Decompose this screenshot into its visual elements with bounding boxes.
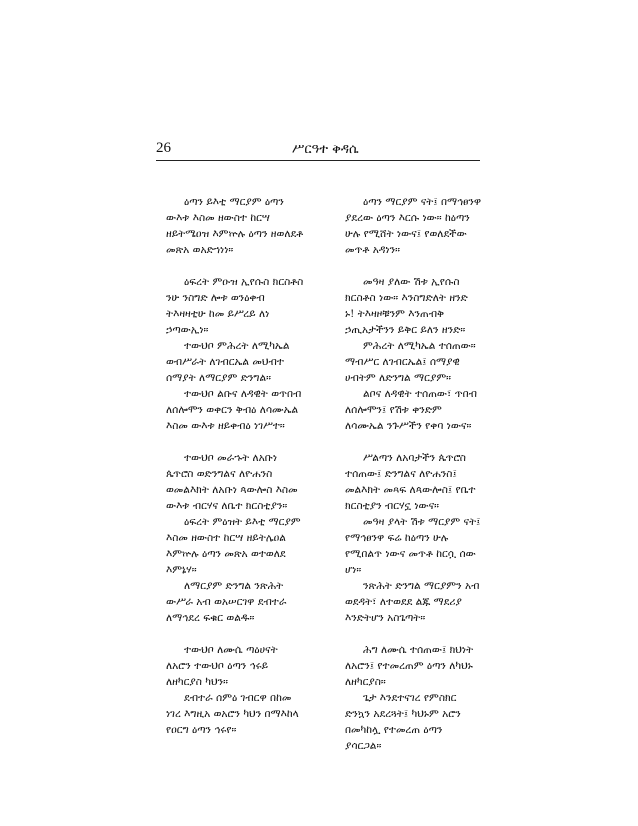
text-line: ውእቱ እስመ ዘውስተ ከርሣ bbox=[166, 212, 270, 224]
text-line: መጥቶ አዳነን። bbox=[345, 244, 400, 256]
text-line: ንጽሕት ድንግል ማርያምን አብ bbox=[363, 580, 480, 592]
left-column bbox=[166, 194, 328, 754]
text-line: መጽአ ወአድኀነነ። bbox=[166, 244, 234, 256]
text-line: ሕግ ለሙሴ ተሰጠው፤ ክህነት bbox=[363, 644, 474, 656]
text-line: ለማኅደረ ፍቁር ወልዱ። bbox=[166, 612, 255, 624]
text-line: ዕፍረት ምዑዝ ኢየሱስ ክርስቶስ bbox=[184, 276, 304, 288]
text-line: ተውህቦ ለሙሴ ጣዕሀናት bbox=[184, 644, 278, 656]
right-column bbox=[345, 194, 507, 770]
text-line: ሰማያት ለማርያም ድንግል። bbox=[166, 372, 272, 384]
text-line: መዓዛ ያላት ሽቱ ማርያም ናት፤ bbox=[363, 516, 481, 528]
text-line: መልእክት መጻፍ ለጳውሎስ፤ የቤተ bbox=[345, 484, 476, 496]
text-line: ተውህቦ ምሕረት ለሚካኤል bbox=[184, 340, 290, 352]
text-line: ለሳሙኤል ንጉሥችን የቀባ ነውና። bbox=[345, 420, 472, 432]
text-line: እንድትሆን አስጌጣት። bbox=[345, 612, 426, 624]
text-line: ዕፍረት ምዕዝት ይእቲ ማርያም bbox=[184, 516, 301, 528]
text-line: ለአሮን ተውህቦ ዕጣን ኅሩይ bbox=[166, 660, 269, 672]
paragraph bbox=[345, 450, 507, 626]
text-line: ውሥራ አብ ወአሠርገዋ ደብተራ bbox=[166, 596, 287, 608]
text-line: ዕጣን ይእቲ ማርያም ዕጣን bbox=[184, 196, 284, 208]
paragraph bbox=[166, 450, 328, 626]
page-number: 26 bbox=[156, 140, 171, 156]
text-line: ወመልእክት ለአቡነ ጳውሎስ እስመ bbox=[166, 484, 298, 496]
text-line: በመካከሏ የተመረጠ ዕጣን bbox=[345, 724, 443, 736]
paragraph bbox=[345, 194, 507, 258]
text-line: ሥልጣን ለአባታችን ጴጥሮስ bbox=[363, 452, 466, 464]
text-line: ምሕረት ለሚካኤል ተሰጠው። bbox=[363, 340, 476, 352]
text-line: የማኅፀንዋ ፍሬ ከዕጣን ሁሉ bbox=[345, 532, 449, 544]
text-line: ኑ! ትእዛዞቹንም እንጠብቅ bbox=[345, 308, 445, 320]
text-line: ተውህቦ ልቡና ለዳዊት ወጥበብ bbox=[184, 388, 302, 400]
running-title: ሥርዓተ ቅዳሴ bbox=[292, 142, 359, 157]
text-line: ጴጥሮስ ወድንግልና ለዮሐንስ bbox=[166, 468, 273, 480]
text-line: እምኔሃ። bbox=[166, 564, 197, 576]
paragraph bbox=[166, 642, 328, 738]
text-line: ወብሥራት ለገብርኤል መህብተ bbox=[166, 356, 284, 368]
text-line: እስመ ዘውስተ ከርሣ ዘይትሌዐል bbox=[166, 532, 286, 544]
paragraph bbox=[345, 642, 507, 754]
text-line: የዐርግ ዕጣን ኅሩየ። bbox=[166, 724, 237, 736]
text-line: ለሰሎሞን፤ የሽቱ ቀንድም bbox=[345, 404, 442, 416]
paragraph bbox=[166, 274, 328, 434]
text-line: ያሳርጋል። bbox=[345, 740, 382, 752]
text-line: ነገረ እግዚአ ወአሮን ካህን በማእከላ bbox=[166, 708, 299, 720]
text-line: ተሰጠው፤ ድንግልና ለዮሐንስ፤ bbox=[345, 468, 457, 480]
text-line: ሀብትም ለድንግል ማርያም። bbox=[345, 372, 452, 384]
text-line: እምኵሉ ዕጣን መጽአ ወተወለደ bbox=[166, 548, 286, 560]
text-line: እስመ ውእቱ ዘይቀብዕ ነገሥተ። bbox=[166, 420, 285, 432]
text-line: ሆነ። bbox=[345, 564, 362, 576]
text-line: ማብሥር ለገብርኤል፤ ሰማያዊ bbox=[345, 356, 460, 368]
text-line: ለዘካርያስ። bbox=[345, 676, 386, 688]
text-line: ደብተራ ሰምዕ ገብርዋ በከመ bbox=[184, 692, 292, 704]
text-line: መዓዛ ያለው ሽቱ ኢየሱስ bbox=[363, 276, 460, 288]
text-line: ለአሮን፤ የተመረጠም ዕጣን ለካህኑ bbox=[345, 660, 473, 672]
text-line: ጌታ እንደተናገረ የምስክር bbox=[363, 692, 457, 704]
text-line: ድንኳን አደረጓት፤ ካህኑም አሮን bbox=[345, 708, 461, 720]
text-line: ለሰሎሞን ወቀርን ቅብዕ ለሳሙኤል bbox=[166, 404, 299, 416]
text-line: ለማርያም ድንግል ንጽሕት bbox=[184, 580, 284, 592]
text-line: ኃጣውኢነ። bbox=[166, 324, 209, 336]
text-line: ዘይትሜዐዝ እምኵሉ ዕጣን ዘወለደቶ bbox=[166, 228, 304, 240]
text-line: ንሁ ንስግድ ሎቱ ወንዕቀብ bbox=[166, 292, 265, 304]
text-line: ትእዛዛቲሁ ከመ ይሥረይ ለነ bbox=[166, 308, 270, 320]
text-line: ለዘካርያስ ካህን። bbox=[166, 676, 228, 688]
text-line: ልቦና ለዳዊት ተሰጠው፣ ጥበብ bbox=[363, 388, 477, 400]
text-line: የሚበልጥ ነውና መጥቶ ከርሷ ሰው bbox=[345, 548, 476, 560]
paragraph bbox=[345, 274, 507, 434]
text-line: ክርስቶስ ነው። እንስግድለት ዘንድ bbox=[345, 292, 468, 304]
text-line: ያደረው ዕጣን እርሱ ነው። ከዕጣን bbox=[345, 212, 470, 224]
header-rule bbox=[156, 160, 480, 161]
text-line: ክርስቲያን ብርሃኗ ነውና። bbox=[345, 500, 440, 512]
text-line: ወደዳት፣ ለተወደደ ልጁ ማደሪያ bbox=[345, 596, 462, 608]
text-line: ኃጢአታችንን ይቅር ይለን ዘንድ። bbox=[345, 324, 466, 336]
paragraph bbox=[166, 194, 328, 258]
text-line: ዕጣን ማርያም ናት፤ በማኅፀንዋ bbox=[363, 196, 482, 208]
text-line: ሁሉ የሚሸት ነውና፤ የወለደችው bbox=[345, 228, 467, 240]
text-line: ውእቱ ብርሃና ለቤተ ክርስቲያን። bbox=[166, 500, 288, 512]
text-line: ተውህቦ መራኁት ለአቡነ bbox=[184, 452, 278, 464]
